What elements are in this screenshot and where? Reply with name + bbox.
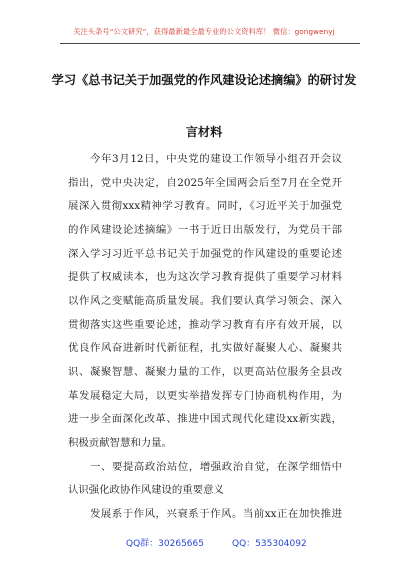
- body-line: 以作风之变赋能高质量发展。我们要认真学习领会、深入: [68, 295, 342, 307]
- body-line: 的作风建设论述摘编》一书于近日出版发行，为党员干部: [68, 224, 342, 236]
- body-line: 今年3月12日，中央党的建设工作领导小组召开会议: [90, 153, 342, 165]
- document-title-line-1: 学习《总书记关于加强党的作风建设论述摘编》的研讨发: [51, 73, 357, 87]
- body-line: 革发展稳定大局，以更实举措发挥专门协商机构作用，为: [68, 390, 342, 402]
- header-divider: [60, 43, 360, 44]
- body-line: 进一步全面深化改革、推进中国式现代化建设xx新实践，: [68, 413, 342, 425]
- header-promo-note: 关注头条号“公文研究”，获得最新最全最专业的公文资料库！ 微信：gongwenyj: [73, 27, 335, 36]
- section-heading-line: 认识强化政协作风建设的重要意义: [68, 484, 224, 496]
- body-line: 贯彻落实这些重要论述，推动学习教育有序有效开展，以: [68, 319, 342, 331]
- footer-qq-number: QQ：535304092: [232, 539, 307, 549]
- section-heading-line: 一、要提高政治站位，增强政治自觉，在深学细悟中: [90, 461, 342, 473]
- body-line: 提供了权威读本，也为这次学习教育提供了重要学习材料: [68, 271, 342, 283]
- body-line: 识、凝聚智慧、凝聚力量的工作，以更高站位服务全县改: [68, 366, 342, 378]
- body-line: 深入学习习近平总书记关于加强党的作风建设的重要论述: [68, 248, 342, 260]
- body-line: 指出，党中央决定，自2025年全国两会后至7月在全党开: [68, 177, 342, 189]
- body-line: 优良作风奋进新时代新征程，扎实做好凝聚人心、凝聚共: [68, 342, 342, 354]
- footer-qq-group: QQ群：30265665: [126, 539, 204, 549]
- body-line: 展深入贯彻xxx精神学习教育。同时，《习近平关于加强党: [68, 200, 342, 212]
- body-line: 积极贡献智慧和力量。: [68, 437, 172, 449]
- body-line: 发展系于作风，兴衰系于作风。当前xx正在加快推进: [90, 508, 342, 520]
- document-title-line-2: 言材料: [185, 125, 223, 139]
